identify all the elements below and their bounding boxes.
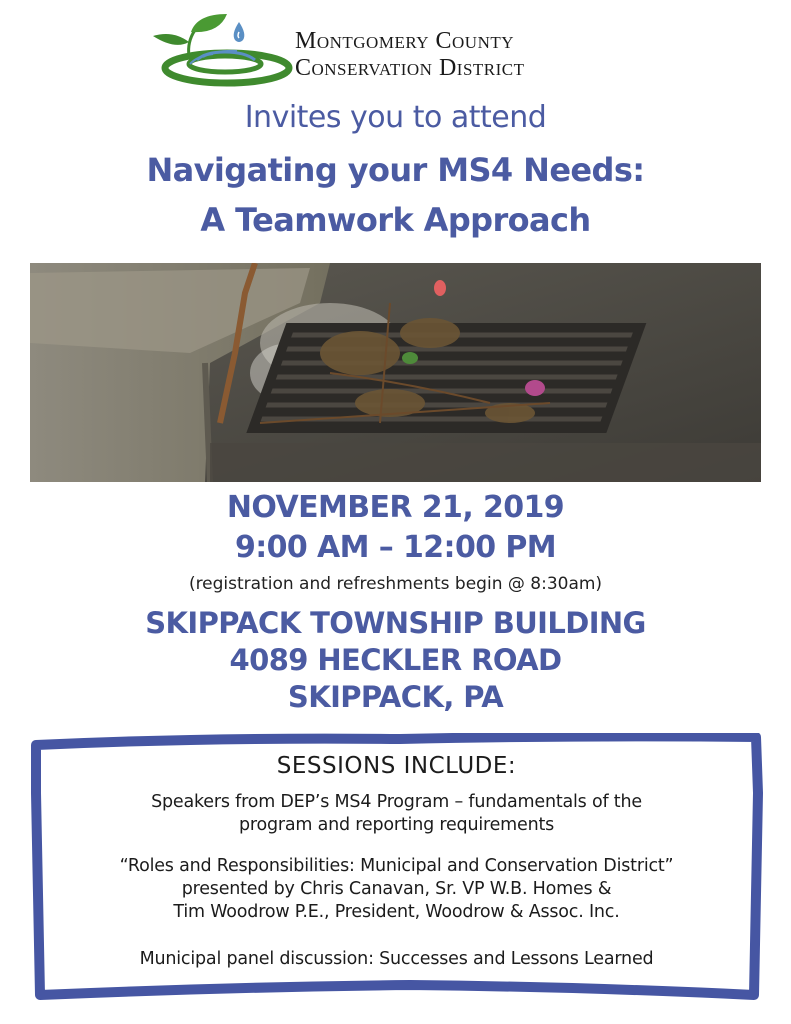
session-text: “Roles and Responsibilities: Municipal and Conservation District” bbox=[119, 856, 674, 876]
registration-note: (registration and refreshments begin @ 8:30am) bbox=[188, 574, 603, 594]
session-text: Speakers from DEP’s MS4 Program – fundamentals of the bbox=[151, 792, 642, 812]
venue-street: 4089 HECKLER ROAD bbox=[229, 643, 562, 677]
storm-drain-photo bbox=[30, 263, 761, 482]
event-time: 9:00 AM – 12:00 PM bbox=[234, 530, 556, 565]
event-venue bbox=[0, 605, 791, 716]
organization-logo bbox=[145, 8, 615, 90]
event-title-line2: A Teamwork Approach bbox=[200, 201, 591, 239]
sessions-box bbox=[30, 733, 763, 1003]
invite-line: Invites you to attend bbox=[244, 100, 547, 135]
session-text: Municipal panel discussion: Successes and Lessons Learned bbox=[139, 949, 654, 969]
session-text: program and reporting requirements bbox=[238, 815, 555, 835]
event-date: NOVEMBER 21, 2019 bbox=[226, 490, 565, 525]
organization-name bbox=[295, 28, 525, 82]
organization-name-line2: Conservation District bbox=[295, 55, 525, 81]
session-text: Tim Woodrow P.E., President, Woodrow & Assoc. Inc. bbox=[173, 902, 620, 922]
event-title-line1: Navigating your MS4 Needs: bbox=[146, 151, 645, 189]
session-item bbox=[30, 948, 763, 971]
session-item bbox=[30, 791, 763, 837]
venue-name: SKIPPACK TOWNSHIP BUILDING bbox=[145, 606, 646, 640]
organization-name-line1: Montgomery County bbox=[295, 28, 515, 54]
session-text: presented by Chris Canavan, Sr. VP W.B. Homes & bbox=[181, 879, 612, 899]
leaf-water-drop-ripple-icon bbox=[145, 8, 295, 90]
sessions-heading: SESSIONS INCLUDE: bbox=[276, 753, 517, 779]
session-item bbox=[30, 855, 763, 924]
storm-drain-image bbox=[30, 263, 761, 482]
venue-city: SKIPPACK, PA bbox=[287, 680, 504, 714]
event-title bbox=[0, 145, 791, 245]
